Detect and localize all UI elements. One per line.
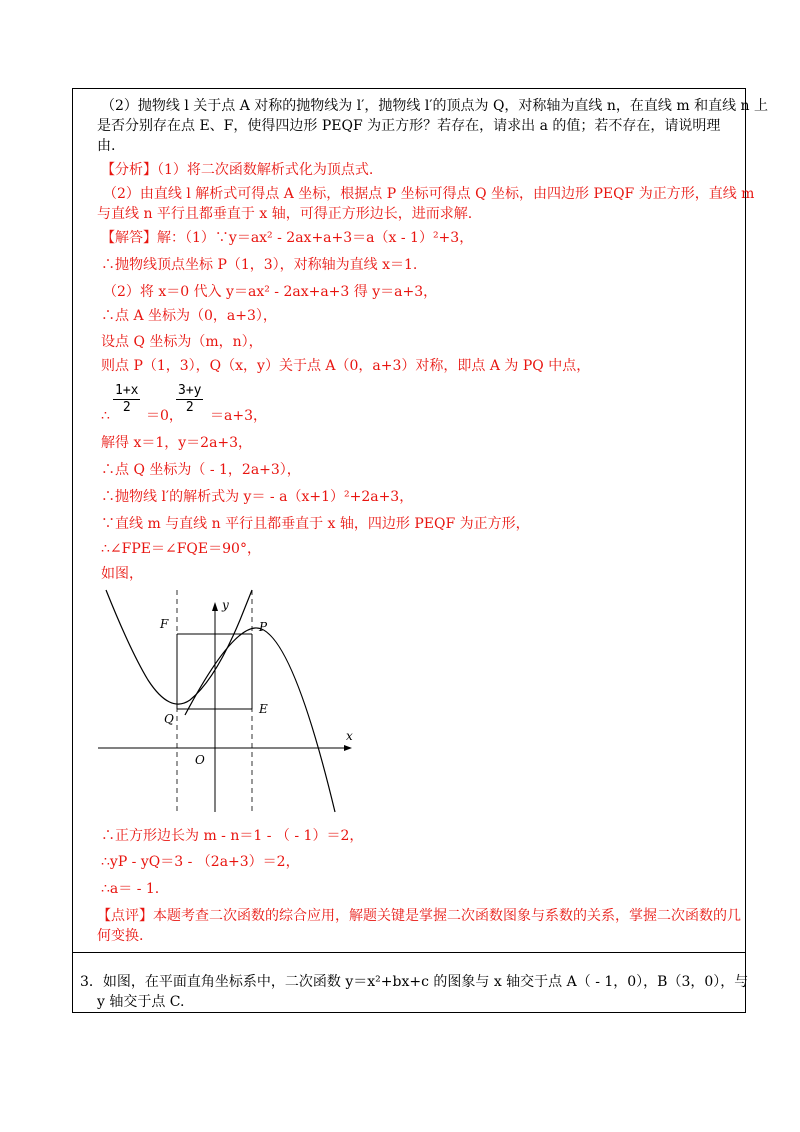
solution-line-16: ∴a＝ - 1. (101, 881, 160, 897)
review-line-1: 【点评】本题考查二次函数的综合应用，解题关键是掌握二次函数图象与系数的关系，掌握二次函数的几 (97, 908, 741, 924)
row-divider (72, 952, 746, 953)
x-axis-arrow-icon (344, 745, 352, 751)
solution-line-7-therefore: ∴ (101, 408, 110, 424)
solution-line-10: ∴抛物线 l′的解析式为 y＝ - a（x+1）²+2a+3， (101, 489, 414, 505)
q3-line-1: 3．如图，在平面直角坐标系中，二次函数 y＝x²+bx+c 的图象与 x 轴交于点 A（ - 1，0），B（3，0），与 (80, 974, 749, 990)
solution-line-9: ∴点 Q 坐标为（ - 1，2a+3）， (101, 462, 301, 478)
fraction-1 (113, 383, 140, 416)
analysis-line-2: （2）由直线 l 解析式可得点 A 坐标，根据点 P 坐标可得点 Q 坐标，由四边形 PEQF 为正方形，直线 m (103, 186, 755, 202)
q2-line-3: 由. (97, 138, 116, 154)
fraction-1-numerator: 1+x (115, 383, 139, 398)
fraction-1-denominator: 2 (122, 400, 131, 415)
label-y: y (222, 598, 229, 612)
solution-line-6: 则点 P（1，3），Q（x，y）关于点 A（0，a+3）对称，即点 A 为 PQ 中点， (101, 358, 591, 374)
solution-line-7-eq2: ＝a+3， (210, 408, 267, 424)
solution-line-12: ∴∠FPE＝∠FQE＝90°， (101, 541, 261, 557)
q3-line-2: y 轴交于点 C. (97, 994, 185, 1010)
label-E: E (259, 702, 268, 716)
review-line-2: 何变换. (97, 928, 144, 944)
solution-line-15: ∴yP - yQ＝3 - （2a+3）＝2， (101, 854, 300, 870)
solution-line-8: 解得 x＝1，y＝2a+3， (101, 435, 253, 451)
solution-line-11: ∵直线 m 与直线 n 平行且都垂直于 x 轴，四边形 PEQF 为正方形， (101, 516, 530, 532)
label-Q: Q (164, 712, 174, 726)
label-P: P (259, 620, 268, 634)
solution-line-3: （2）将 x＝0 代入 y＝ax² - 2ax+a+3 得 y＝a+3， (103, 284, 438, 300)
parabola-figure (98, 588, 360, 814)
analysis-line-3: 与直线 n 平行且都垂直于 x 轴，可得正方形边长，进而求解. (97, 206, 473, 222)
y-axis-arrow-icon (212, 602, 218, 611)
solution-line-4: ∴点 A 坐标为（0，a+3）， (101, 308, 277, 324)
q2-line-1: （2）抛物线 l 关于点 A 对称的抛物线为 l′，抛物线 l′的顶点为 Q，对称轴为直线 n，在直线 m 和直线 n 上 (101, 98, 768, 114)
parabola-l-curve (106, 590, 252, 704)
parabola-l-prime-curve (185, 628, 335, 812)
solution-line-13: 如图， (101, 566, 143, 582)
fraction-2-denominator: 2 (185, 400, 194, 415)
fraction-2-numerator: 3+y (178, 383, 202, 398)
label-O: O (195, 753, 205, 767)
solution-line-14: ∴正方形边长为 m - n＝1 - （ - 1）＝2， (101, 828, 364, 844)
solution-line-1: 【解答】解：（1）∵y＝ax² - 2ax+a+3＝a（x - 1）²+3， (101, 230, 474, 246)
solution-line-2: ∴抛物线顶点坐标 P（1，3），对称轴为直线 x＝1. (101, 257, 418, 273)
analysis-line-1: 【分析】（1）将二次函数解析式化为顶点式. (101, 162, 374, 178)
solution-line-5: 设点 Q 坐标为（m，n）， (101, 334, 263, 350)
solution-line-7-eq1: ＝0， (146, 408, 183, 424)
label-F: F (160, 617, 169, 631)
label-x: x (346, 729, 353, 743)
q2-line-2: 是否分别存在点 E、F，使得四边形 PEQF 为正方形？若存在，请求出 a 的值；若不存在，请说明理 (97, 118, 721, 134)
